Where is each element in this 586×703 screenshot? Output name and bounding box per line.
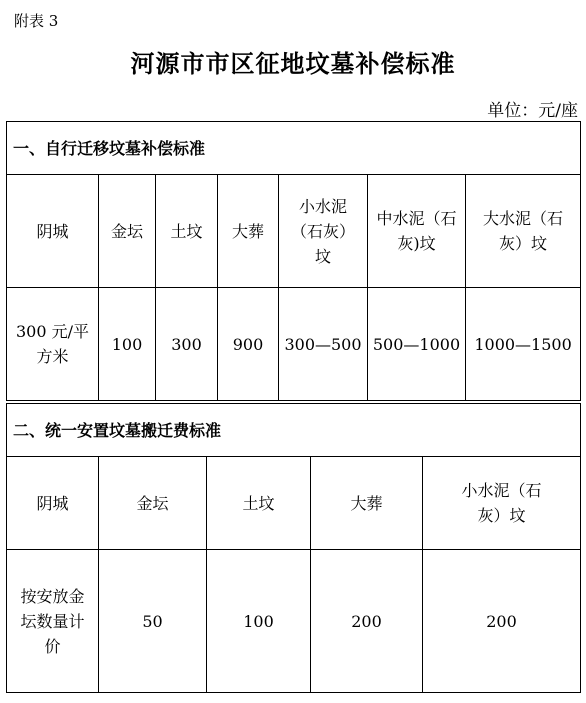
unified-resettlement-table — [6, 403, 581, 693]
value-cell: 300 — [156, 288, 218, 401]
value-cell: 100 — [99, 288, 156, 401]
section-title-self-relocation: 一、自行迁移坟墓补偿标准 — [7, 122, 581, 175]
value-cell: 300—500 — [279, 288, 368, 401]
value-cell: 1000—1500 — [466, 288, 581, 401]
value-cell: 100 — [207, 550, 311, 693]
self-relocation-table — [6, 121, 581, 401]
appendix-label: 附表 3 — [14, 12, 59, 30]
header-cell: 金坛 — [99, 457, 207, 550]
value-cell: 900 — [218, 288, 279, 401]
header-cell: 土坟 — [156, 175, 218, 288]
value-cell: 按安放金坛数量计价 — [7, 550, 99, 693]
value-cell: 200 — [311, 550, 423, 693]
header-cell: 土坟 — [207, 457, 311, 550]
header-cell: 大葬 — [311, 457, 423, 550]
header-cell: 大葬 — [218, 175, 279, 288]
section-title-unified-resettlement: 二、统一安置坟墓搬迁费标准 — [7, 404, 581, 457]
value-cell: 500—1000 — [368, 288, 466, 401]
page-title: 河源市市区征地坟墓补偿标准 — [130, 49, 456, 78]
header-cell: 小水泥（石灰）坟 — [423, 457, 581, 550]
value-cell: 50 — [99, 550, 207, 693]
header-cell: 阴城 — [7, 457, 99, 550]
value-cell: 200 — [423, 550, 581, 693]
header-cell: 中水泥（石灰)坟 — [368, 175, 466, 288]
header-cell: 大水泥（石灰）坟 — [466, 175, 581, 288]
header-cell: 金坛 — [99, 175, 156, 288]
header-cell: 小水泥（石灰）坟 — [279, 175, 368, 288]
unit-label: 单位：元/座 — [487, 101, 578, 121]
value-cell: 300 元/平方米 — [7, 288, 99, 401]
header-cell: 阴城 — [7, 175, 99, 288]
